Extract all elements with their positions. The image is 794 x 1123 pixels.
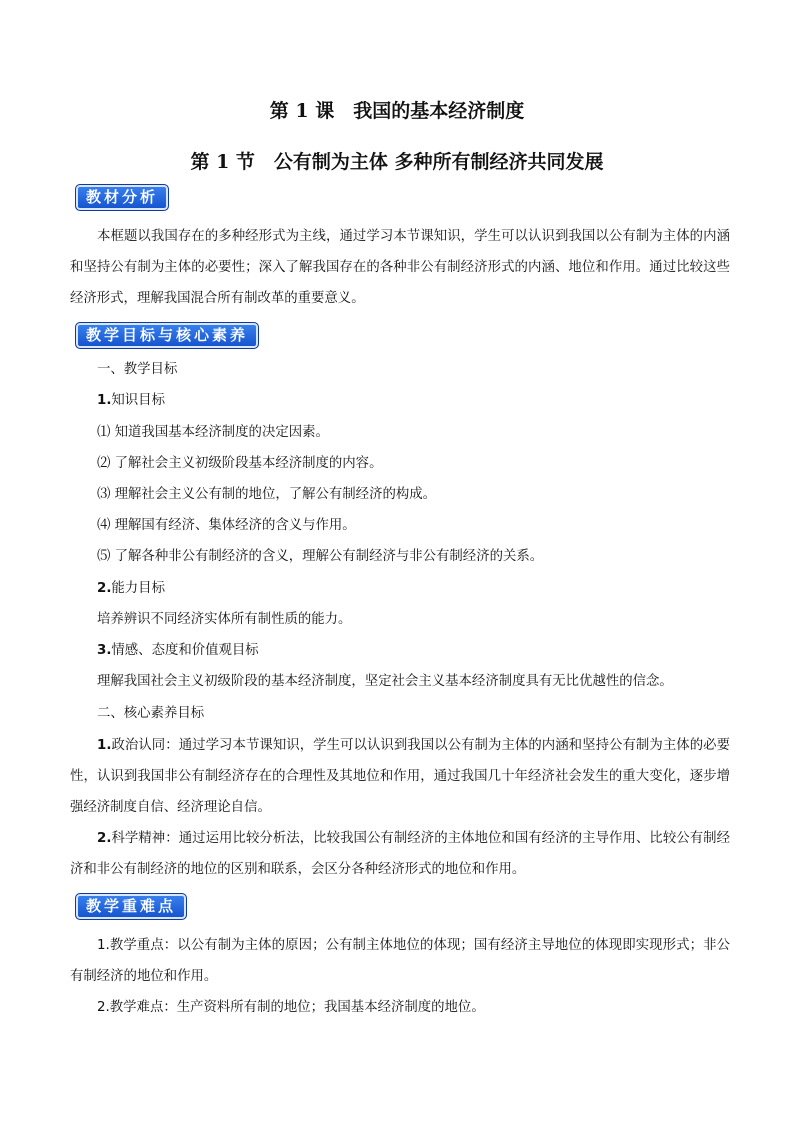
knowledge-item-4: ⑷ 理解国有经济、集体经济的含义与作用。	[97, 518, 356, 533]
emotion-goal-number: 3.	[97, 643, 112, 658]
ability-goal-heading	[97, 579, 165, 599]
core-literacy-heading: 二、核心素养目标	[97, 706, 205, 721]
knowledge-item-2: ⑵ 了解社会主义初级阶段基本经济制度的内容。	[97, 456, 383, 471]
key-points-badge: 教学重难点	[75, 893, 187, 920]
ability-goal-label: 能力目标	[111, 581, 165, 596]
material-paragraph: 本框题以我国存在的多种经形式为主线，通过学习本节课知识，学生可以认识到我国以公有制为主体的内涵和坚持公有制为主体的必要性；深入了解我国存在的各种非公有制经济形式的内涵、地位和作用。通过比较这些经济形式，理解我国混合所有制改革的重要意义。	[70, 229, 730, 306]
core-literacy-item-1-text: 政治认同：通过学习本节课知识，学生可以认识到我国以公有制为主体的内涵和坚持公有制为主体的必要性，认识到我国非公有制经济存在的合理性及其地位和作用，通过我国几十年经济社会发生的重大变化，逐步增强经济制度自信、经济理论自信。	[70, 738, 730, 815]
core-literacy-item-1	[70, 730, 730, 823]
core-literacy-item-2-number: 2.	[97, 831, 112, 846]
knowledge-item-5: ⑸ 了解各种非公有制经济的含义，理解公有制经济与非公有制经济的关系。	[97, 549, 544, 564]
material-analysis-badge: 教材分析	[75, 184, 169, 211]
core-literacy-item-1-number: 1.	[97, 738, 112, 753]
emotion-goal-heading	[97, 641, 259, 661]
core-literacy-item-2-text: 科学精神：通过运用比较分析法，比较我国公有制经济的主体地位和国有经济的主导作用、比较公有制经济和非公有制经济的地位的区别和联系，会区分各种经济形式的地位和作用。	[70, 831, 730, 877]
section-title: 第 1 节 公有制为主体 多种所有制经济共同发展	[190, 151, 604, 173]
objectives-badge: 教学目标与核心素养	[75, 322, 259, 349]
key-points-difficulty: 2.教学难点：生产资料所有制的地位；我国基本经济制度的地位。	[97, 1000, 485, 1015]
ability-goal-number: 2.	[97, 581, 112, 596]
knowledge-item-1: ⑴ 知道我国基本经济制度的决定因素。	[97, 425, 329, 440]
objectives-heading: 一、教学目标	[97, 362, 178, 377]
lesson-title: 第 1 课 我国的基本经济制度	[269, 100, 525, 122]
knowledge-goal-heading	[97, 391, 165, 411]
knowledge-goal-label: 知识目标	[111, 393, 165, 408]
knowledge-item-3: ⑶ 理解社会主义公有制的地位，了解公有制经济的构成。	[97, 487, 437, 502]
knowledge-goal-number: 1.	[97, 393, 112, 408]
key-points-focus: 1.教学重点：以公有制为主体的原因；公有制主体地位的体现；国有经济主导地位的体现即实现形式；非公有制经济的地位和作用。	[70, 938, 730, 984]
core-literacy-item-2	[70, 823, 730, 885]
ability-goal-text: 培养辨识不同经济实体所有制性质的能力。	[97, 612, 352, 627]
emotion-goal-label: 情感、态度和价值观目标	[111, 643, 259, 658]
emotion-goal-text: 理解我国社会主义初级阶段的基本经济制度，坚定社会主义基本经济制度具有无比优越性的信念。	[97, 674, 673, 689]
